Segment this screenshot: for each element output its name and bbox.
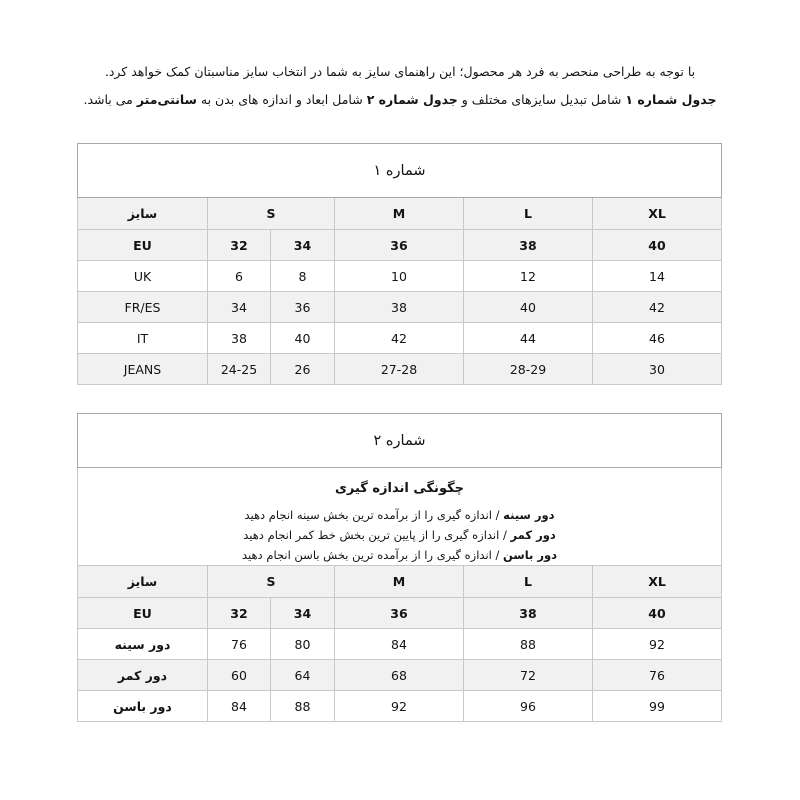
row-label: EU [78,598,208,629]
header-m: M [335,566,464,598]
cell-m: 27-28 [335,354,464,385]
header-xl: XL [593,566,722,598]
measure-label-hip: دور باسن [503,548,558,562]
intro-bold-table-one: جدول شماره ۱ [625,92,717,107]
cell-xl: 40 [593,230,722,261]
row-label: JEANS [78,354,208,385]
intro-bold-table-two: جدول شماره ۲ [366,92,458,107]
cell-l: 96 [464,691,593,722]
header-size-label: سایز [78,198,208,230]
measure-instruction-bust [78,505,721,525]
table-row [78,354,722,385]
cell-s2: 76 [208,629,271,660]
cell-xl: 42 [593,292,722,323]
cell-s2: 6 [208,261,271,292]
cell-s2: 84 [208,691,271,722]
table-row [78,691,722,722]
table-two-title-row [78,414,722,468]
cell-m: 36 [335,598,464,629]
how-to-measure-row [78,468,722,566]
table-two-header-row [78,566,722,598]
cell-l: 38 [464,598,593,629]
cell-xl: 46 [593,323,722,354]
cell-l: 38 [464,230,593,261]
cell-s1: 80 [271,629,335,660]
cell-xl: 14 [593,261,722,292]
row-label: IT [78,323,208,354]
table-row [78,261,722,292]
header-m: M [335,198,464,230]
cell-s2: 32 [208,230,271,261]
how-to-measure-block [78,468,721,565]
body-measurements-table [77,413,722,722]
table-one-header-row [78,198,722,230]
cell-m: 68 [335,660,464,691]
cell-s2: 38 [208,323,271,354]
intro-mid-1: شامل تبدیل سایزهای مختلف و [457,92,626,107]
measure-text-waist: / اندازه گیری را از پایین ترین بخش خط کمر انجام دهید [243,528,511,542]
cell-s1: 34 [271,598,335,629]
cell-m: 92 [335,691,464,722]
header-s: S [208,566,335,598]
table-one-title-row [78,144,722,198]
cell-s1: 36 [271,292,335,323]
header-l: L [464,566,593,598]
table-two-title: شماره ۲ [78,414,722,468]
row-label: دور کمر [78,660,208,691]
how-to-measure-title: چگونگی اندازه گیری [334,481,465,496]
cell-s2: 24-25 [208,354,271,385]
cell-xl: 99 [593,691,722,722]
measure-instruction-hip [78,545,721,565]
intro-tail: می باشد. [83,92,137,107]
header-size-label: سایز [78,566,208,598]
how-to-measure-cell [78,468,722,566]
table-row [78,598,722,629]
cell-m: 10 [335,261,464,292]
cell-s1: 64 [271,660,335,691]
table-one-title: شماره ۱ [78,144,722,198]
cell-m: 42 [335,323,464,354]
row-label: EU [78,230,208,261]
cell-xl: 40 [593,598,722,629]
cell-l: 44 [464,323,593,354]
cell-l: 28-29 [464,354,593,385]
row-label: دور سینه [78,629,208,660]
cell-m: 36 [335,230,464,261]
header-s: S [208,198,335,230]
intro-paragraph [72,58,728,114]
measure-text-bust: / اندازه گیری را از برآمده ترین بخش سینه انجام دهید [244,508,504,522]
cell-s2: 34 [208,292,271,323]
row-label: دور باسن [78,691,208,722]
table-row [78,230,722,261]
measure-instruction-waist [78,525,721,545]
cell-xl: 92 [593,629,722,660]
cell-s1: 34 [271,230,335,261]
size-conversion-table [77,143,722,385]
cell-s2: 60 [208,660,271,691]
header-xl: XL [593,198,722,230]
cell-l: 40 [464,292,593,323]
cell-s2: 32 [208,598,271,629]
measure-label-bust: دور سینه [503,508,555,522]
intro-bold-unit: سانتی‌متر [136,92,197,107]
cell-l: 88 [464,629,593,660]
cell-s1: 88 [271,691,335,722]
cell-xl: 30 [593,354,722,385]
cell-m: 84 [335,629,464,660]
cell-s1: 8 [271,261,335,292]
row-label: UK [78,261,208,292]
measure-text-hip: / اندازه گیری را از برآمده ترین بخش باسن انجام دهید [241,548,504,562]
cell-l: 72 [464,660,593,691]
header-l: L [464,198,593,230]
table-row [78,629,722,660]
table-row [78,292,722,323]
intro-line-1: با توجه به طراحی منحصر به فرد هر محصول؛ این راهنمای سایز به شما در انتخاب سایز مناسبتان کمک خواهد کرد. [104,64,696,79]
measure-label-waist: دور کمر [510,528,556,542]
intro-line-2 [72,86,728,114]
cell-s1: 26 [271,354,335,385]
cell-xl: 76 [593,660,722,691]
cell-m: 38 [335,292,464,323]
table-row [78,660,722,691]
cell-l: 12 [464,261,593,292]
row-label: FR/ES [78,292,208,323]
table-row [78,323,722,354]
intro-mid-2: شامل ابعاد و اندازه های بدن به [196,92,367,107]
cell-s1: 40 [271,323,335,354]
